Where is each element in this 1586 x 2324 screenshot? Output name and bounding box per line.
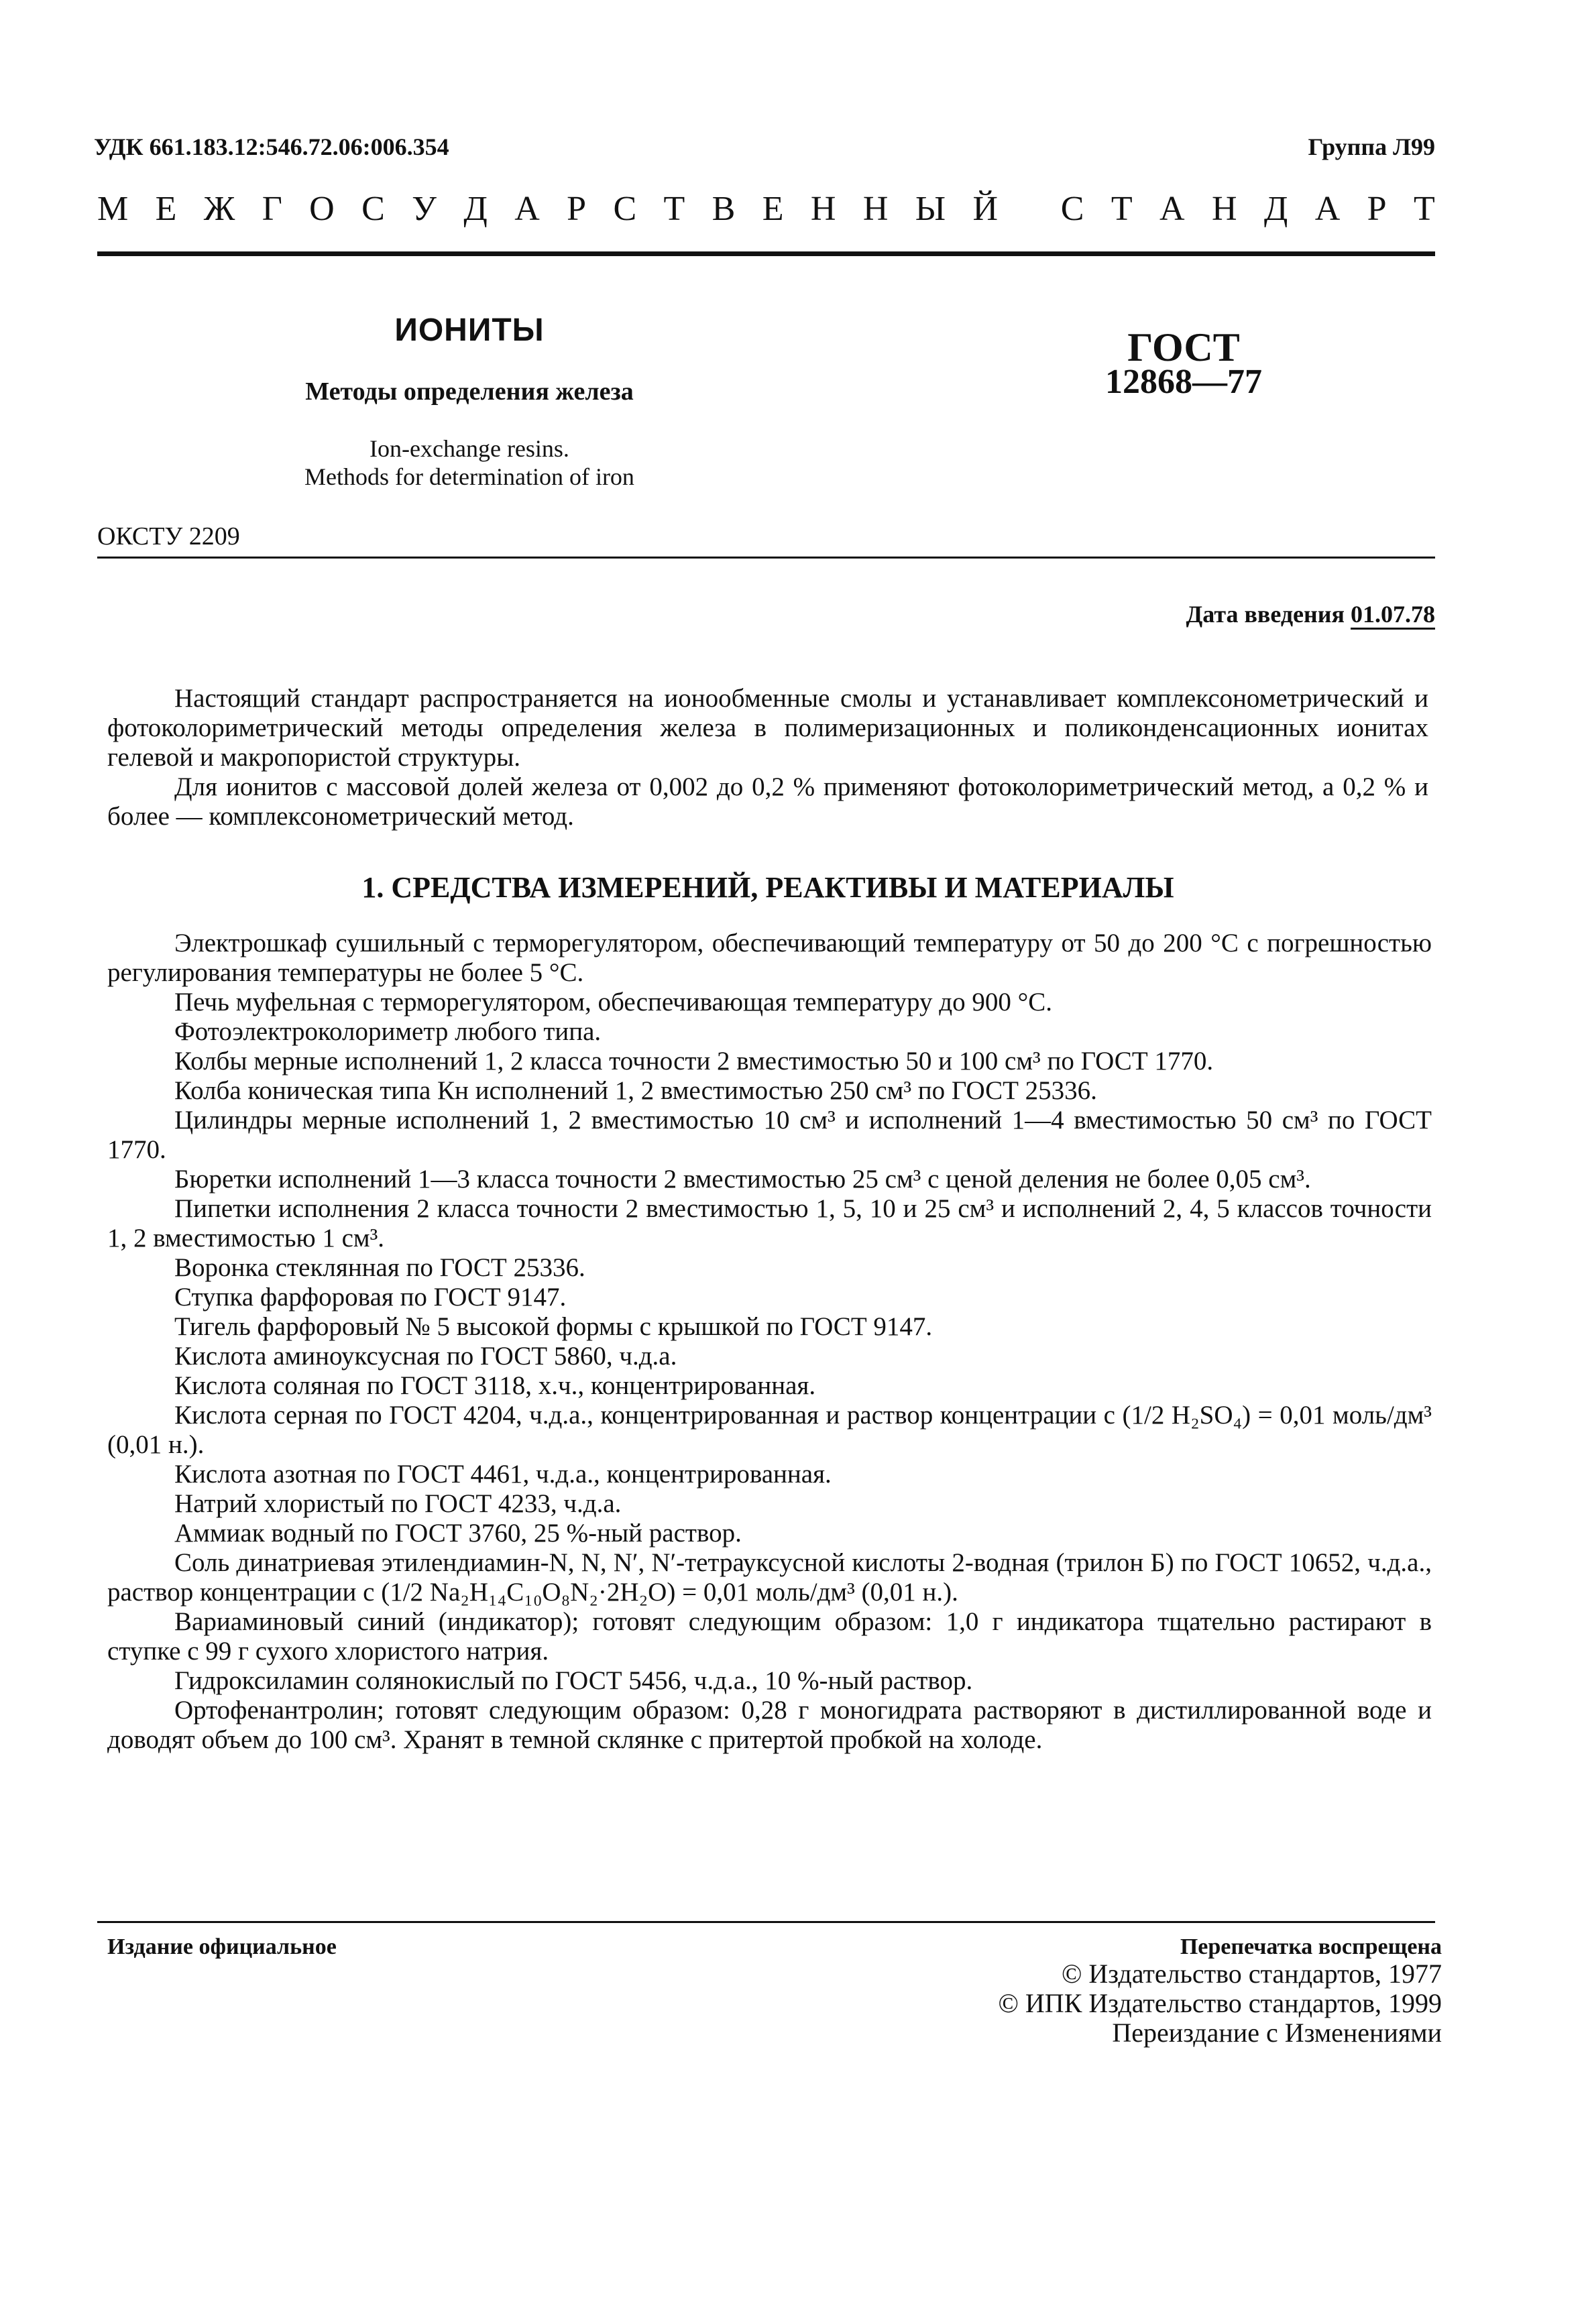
banner-letter: Н (1211, 190, 1237, 228)
banner-letter: Н (862, 190, 889, 228)
date-label: Дата введения (1186, 601, 1345, 628)
gost-number: 12868—77 (1105, 363, 1262, 401)
copyright-1977: © Издательство стандартов, 1977 (1061, 1959, 1442, 1989)
standard-banner (97, 189, 1435, 229)
banner-letter: В (712, 190, 736, 228)
list-item: Тигель фарфоровый № 5 высокой формы с крышкой по ГОСТ 9147. (174, 1312, 933, 1341)
banner-letter: Д (1263, 190, 1288, 228)
effective-date (1186, 600, 1436, 628)
list-item: Ортофенантролин; готовят следующим образом: 0,28 г моногидрата растворяют в дистиллированной воде и доводят объем до 100 см³. Хранят в темной склянке с притертой пробкой на холоде. (107, 1696, 1432, 1754)
reissue-note: Переиздание с Изменениями (1112, 2018, 1442, 2048)
banner-letter: Й (972, 190, 999, 228)
banner-letter: Т (1413, 190, 1435, 228)
list-item: Колба коническая типа Кн исполнений 1, 2 вместимостью 250 см³ по ГОСТ 25336. (174, 1076, 1097, 1105)
list-item: Вариаминовый синий (индикатор); готовят следующим образом: 1,0 г индикатора тщательно растирают в ступке с 99 г сухого хлористого натрия. (107, 1607, 1432, 1666)
banner-letter: С (613, 190, 637, 228)
list-item: Гидроксиламин солянокислый по ГОСТ 5456, ч.д.а., 10 %-ный раствор. (174, 1666, 973, 1695)
materials-list (107, 929, 1432, 1755)
list-item: Пипетки исполнения 2 класса точности 2 вместимостью 1, 5, 10 и 25 см³ и исполнений 2, 4, 5 классов точности 1, 2 вместимостью 1 см³. (107, 1194, 1432, 1253)
banner-letter: С (1060, 190, 1084, 228)
list-item: Кислота соляная по ГОСТ 3118, х.ч., концентрированная. (174, 1371, 816, 1400)
banner-letter: У (412, 190, 437, 228)
list-item: Электрошкаф сушильный с терморегулятором, обеспечивающий температуру от 50 до 200 °С с погрешностью регулирования температуры не более 5 °С. (107, 929, 1432, 987)
list-item: Воронка стеклянная по ГОСТ 25336. (174, 1253, 585, 1282)
banner-letter: Т (663, 190, 685, 228)
list-item: Бюретки исполнений 1—3 класса точности 2 вместимостью 25 см³ с ценой деления не более 0,05 см³. (174, 1165, 1311, 1194)
header-rule (97, 251, 1435, 256)
banner-letter: А (514, 190, 540, 228)
intro-text (107, 684, 1428, 831)
list-item: Колбы мерные исполнений 1, 2 класса точности 2 вместимостью 50 и 100 см³ по ГОСТ 1770. (174, 1047, 1214, 1076)
official-edition: Издание официальное (107, 1934, 337, 1959)
banner-letter: Г (262, 190, 282, 228)
banner-letter: Р (1367, 190, 1387, 228)
banner-letter: А (1314, 190, 1341, 228)
list-item: Ступка фарфоровая по ГОСТ 9147. (174, 1283, 567, 1312)
intro-paragraph: Для ионитов с массовой долей железа от 0,002 до 0,2 % применяют фотоколориметрический метод, а 0,2 % и более — комплексонометрический метод. (107, 772, 1428, 831)
list-item: Кислота серная по ГОСТ 4204, ч.д.а., концентрированная и раствор концентрации с (1/2 H₂SO₄) = 0,01 моль/дм³ (0,01 н.). (107, 1401, 1432, 1459)
banner-letter: Е (762, 190, 784, 228)
banner-gap (1025, 189, 1033, 229)
english-title-line2: Methods for determination of iron (304, 463, 634, 490)
document-subtitle: Методы определения железа (305, 377, 634, 406)
copyright-1999: © ИПК Издательство стандартов, 1999 (998, 1988, 1442, 2018)
reprint-notice: Перепечатка воспрещена (1180, 1934, 1442, 1959)
english-title-line1: Ion-exchange resins. (370, 435, 569, 462)
list-item: Фотоэлектроколориметр любого типа. (174, 1017, 602, 1046)
section-heading: 1. СРЕДСТВА ИЗМЕРЕНИЙ, РЕАКТИВЫ И МАТЕРИАЛЫ (361, 871, 1174, 904)
list-item: Цилиндры мерные исполнений 1, 2 вместимостью 10 см³ и исполнений 1—4 вместимостью 50 см³ по ГОСТ 1770. (107, 1106, 1432, 1164)
banner-letter: О (309, 190, 335, 228)
banner-letter: Ы (915, 190, 946, 228)
list-item: Аммиак водный по ГОСТ 3760, 25 %-ный раствор. (174, 1519, 742, 1548)
udk-code: УДК 661.183.12:546.72.06:006.354 (94, 133, 449, 160)
banner-letter: М (97, 190, 129, 228)
banner-letter: Р (567, 190, 587, 228)
banner-letter: Д (463, 190, 488, 228)
gost-label: ГОСТ (1127, 325, 1240, 369)
group-code: Группа Л99 (1308, 133, 1435, 160)
title-rule (97, 557, 1435, 559)
list-item: Натрий хлористый по ГОСТ 4233, ч.д.а. (174, 1489, 622, 1518)
document-title: ИОНИТЫ (394, 312, 545, 348)
date-value: 01.07.78 (1351, 601, 1435, 630)
intro-paragraph: Настоящий стандарт распространяется на ионообменные смолы и устанавливает комплексонометрический и фотоколориметрический методы определения железа в полимеризационных и поликонденсационных ионитах гелевой и макропористой структуры. (107, 684, 1428, 772)
list-item: Кислота аминоуксусная по ГОСТ 5860, ч.д.а. (174, 1342, 677, 1371)
banner-letter: Ж (203, 190, 235, 228)
footer-rule (97, 1921, 1435, 1923)
banner-letter: Е (155, 190, 177, 228)
list-item: Соль динатриевая этилендиамин-N, N, N′, N′-тетрауксусной кислоты 2-водная (трилон Б) по ГОСТ 10652, ч.д.а., раствор концентрации с (1/2 Na₂H₁₄C₁₀O₈N₂·2H₂O) = 0,01 моль/дм³ (0,01 н.). (107, 1548, 1432, 1607)
banner-letter: С (361, 190, 385, 228)
list-item: Печь муфельная с терморегулятором, обеспечивающая температуру до 900 °С. (174, 988, 1052, 1016)
banner-letter: Н (810, 190, 836, 228)
list-item: Кислота азотная по ГОСТ 4461, ч.д.а., концентрированная. (174, 1460, 832, 1489)
okstu-code: ОКСТУ 2209 (97, 522, 240, 550)
banner-letter: А (1159, 190, 1185, 228)
banner-letter: Т (1111, 190, 1133, 228)
